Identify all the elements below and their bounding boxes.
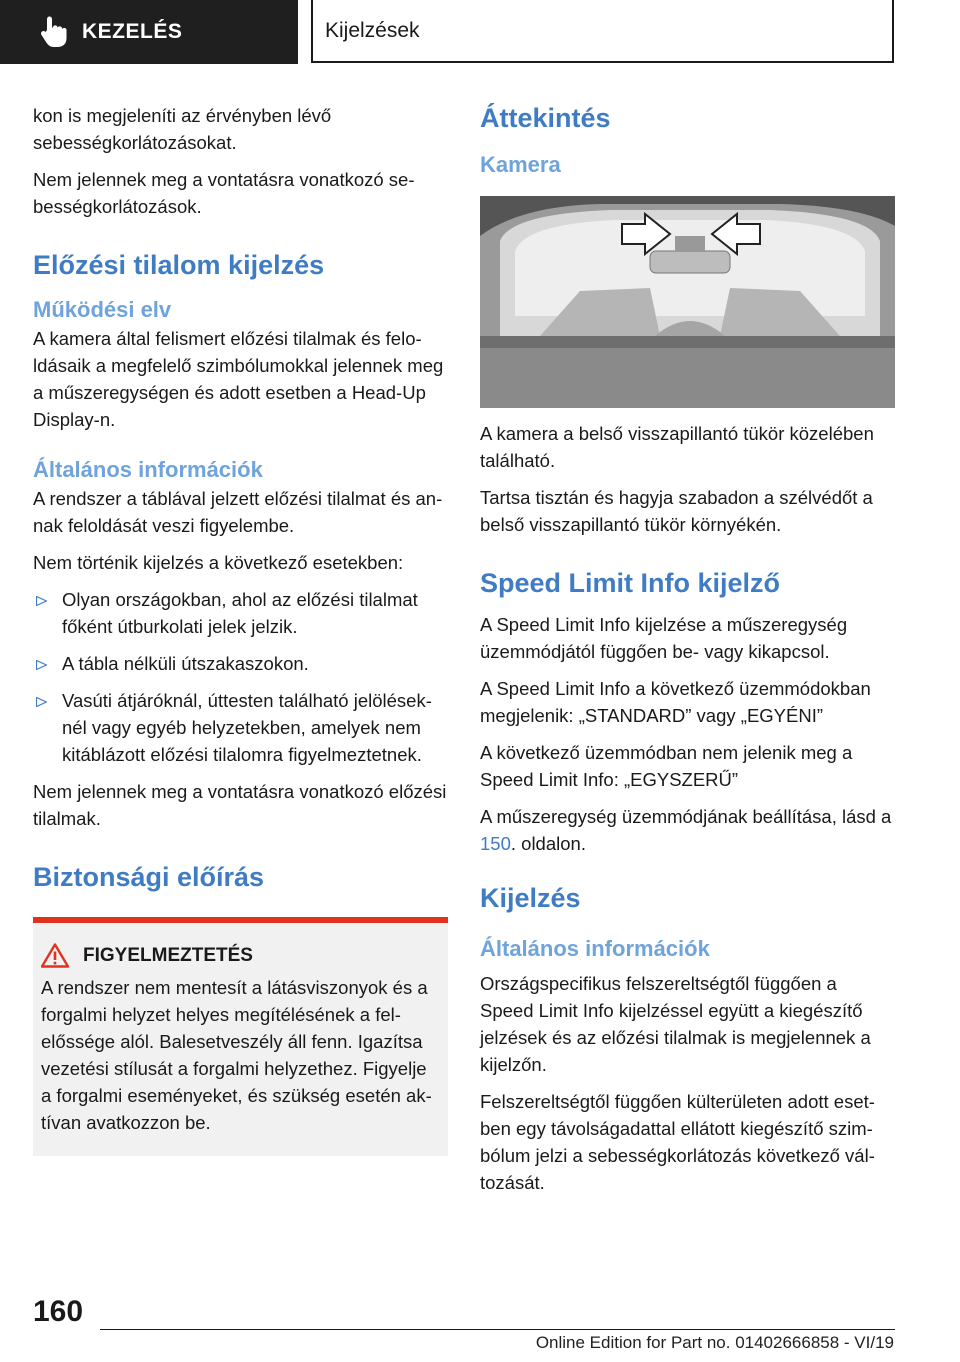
right-column <box>480 102 895 1206</box>
list-item: Vasúti átjáróknál, úttesten található jelöléseknél vagy egyéb helyzetekben, amelyek nem kitáblázott előzési tilalomra figyelmeztetnek. <box>33 687 448 768</box>
paragraph: A következő üzemmódban nem jelenik meg a Speed Limit Info: „EGYSZERŰ” <box>480 742 853 790</box>
paragraph: A rendszer a táblával jelzett előzési tilalmat és annak feloldását veszi figyelembe. <box>33 488 443 536</box>
warning-text: A rendszer nem mentesít a látásviszonyok és a forgalmi helyzet helyes megítélésének a felelőssége alól. Balesetveszély áll fenn. Igazítsa vezetési stílusát a forgalmi helyzethez. Figyelje a forgalmi eseményeket, és szükség esetén aktívan avatkozzon be. <box>41 977 432 1133</box>
heading-general-info: Általános információk <box>33 457 263 482</box>
footer-divider <box>100 1329 895 1330</box>
list-item: A tábla nélküli útszakaszokon. <box>33 650 448 677</box>
heading-display: Kijelzés <box>480 883 581 913</box>
hand-pointer-icon <box>38 15 72 49</box>
section-label: KEZELÉS <box>82 20 183 43</box>
heading-general-info: Általános információk <box>480 936 710 961</box>
paragraph: Országspecifikus felszereltségtől függően a Speed Limit Info kijelzéssel együtt a kiegészítő jelzések és az előzési tilalmak is megjelennek a kijelzőn. <box>480 973 871 1075</box>
heading-principle: Működési elv <box>33 297 172 322</box>
paragraph: A kamera a belső visszapillantó tükör közelében található. <box>480 423 874 471</box>
left-column <box>33 102 448 1156</box>
page-link[interactable]: 150 <box>480 833 511 854</box>
heading-speed-limit-info: Speed Limit Info kijelző <box>480 568 781 598</box>
list-item: Olyan országokban, ahol az előzési tilalmat főként útburkolati jelek jelzik. <box>33 586 448 640</box>
heading-camera: Kamera <box>480 152 561 177</box>
triangle-bullet-icon <box>36 660 47 670</box>
page-number: 160 <box>33 1295 84 1328</box>
warning-title: FIGYELMEZTETÉS <box>83 944 253 966</box>
paragraph: Nem jelennek meg a vontatásra vonatkozó sebességkorlátozások. <box>33 169 415 217</box>
bullet-list <box>33 586 448 768</box>
paragraph: Nem történik kijelzés a következő esetekben: <box>33 552 404 573</box>
footer-edition: Online Edition for Part no. 01402666858 - VI/19 <box>535 1333 894 1352</box>
triangle-bullet-icon <box>36 697 47 707</box>
paragraph: A műszeregység üzemmódjának beállítása, lásd a 150. oldalon. <box>480 806 892 854</box>
camera-interior-image <box>480 196 895 408</box>
heading-overtake: Előzési tilalom kijelzés <box>33 250 325 280</box>
paragraph: kon is megjeleníti az érvényben lévő sebességkorlátozásokat. <box>33 105 332 153</box>
topic-label: Kijelzések <box>325 18 420 42</box>
paragraph: A Speed Limit Info kijelzése a műszeregység üzemmódjától függően be- vagy kikapcsol. <box>480 614 848 662</box>
paragraph: Tartsa tisztán és hagyja szabadon a szélvédőt a belső visszapillantó tükör környékén. <box>480 487 873 535</box>
paragraph: Nem jelennek meg a vontatásra vonatkozó előzési tilalmak. <box>33 781 447 829</box>
section-tab[interactable] <box>0 0 298 64</box>
heading-safety: Biztonsági előírás <box>33 862 265 892</box>
warning-box <box>33 917 448 1156</box>
paragraph: Felszereltségtől függően külterületen adott esetben egy távolságadattal ellátott kiegészítő szimbólum jelzi a sebességkorlátozás következő változását. <box>480 1091 875 1193</box>
heading-overview: Áttekintés <box>480 103 611 133</box>
paragraph: A Speed Limit Info a következő üzemmódokban megjelenik: „STANDARD” vagy „EGYÉNI” <box>480 678 871 726</box>
warning-triangle-icon <box>41 943 69 968</box>
topic-header <box>311 0 894 63</box>
paragraph: A kamera által felismert előzési tilalmak és feloldásaik a megfelelő szimbólumokkal jelennek meg a műszeregységen és adott esetben a Head-Up Display-n. <box>33 328 444 430</box>
triangle-bullet-icon <box>36 596 47 606</box>
